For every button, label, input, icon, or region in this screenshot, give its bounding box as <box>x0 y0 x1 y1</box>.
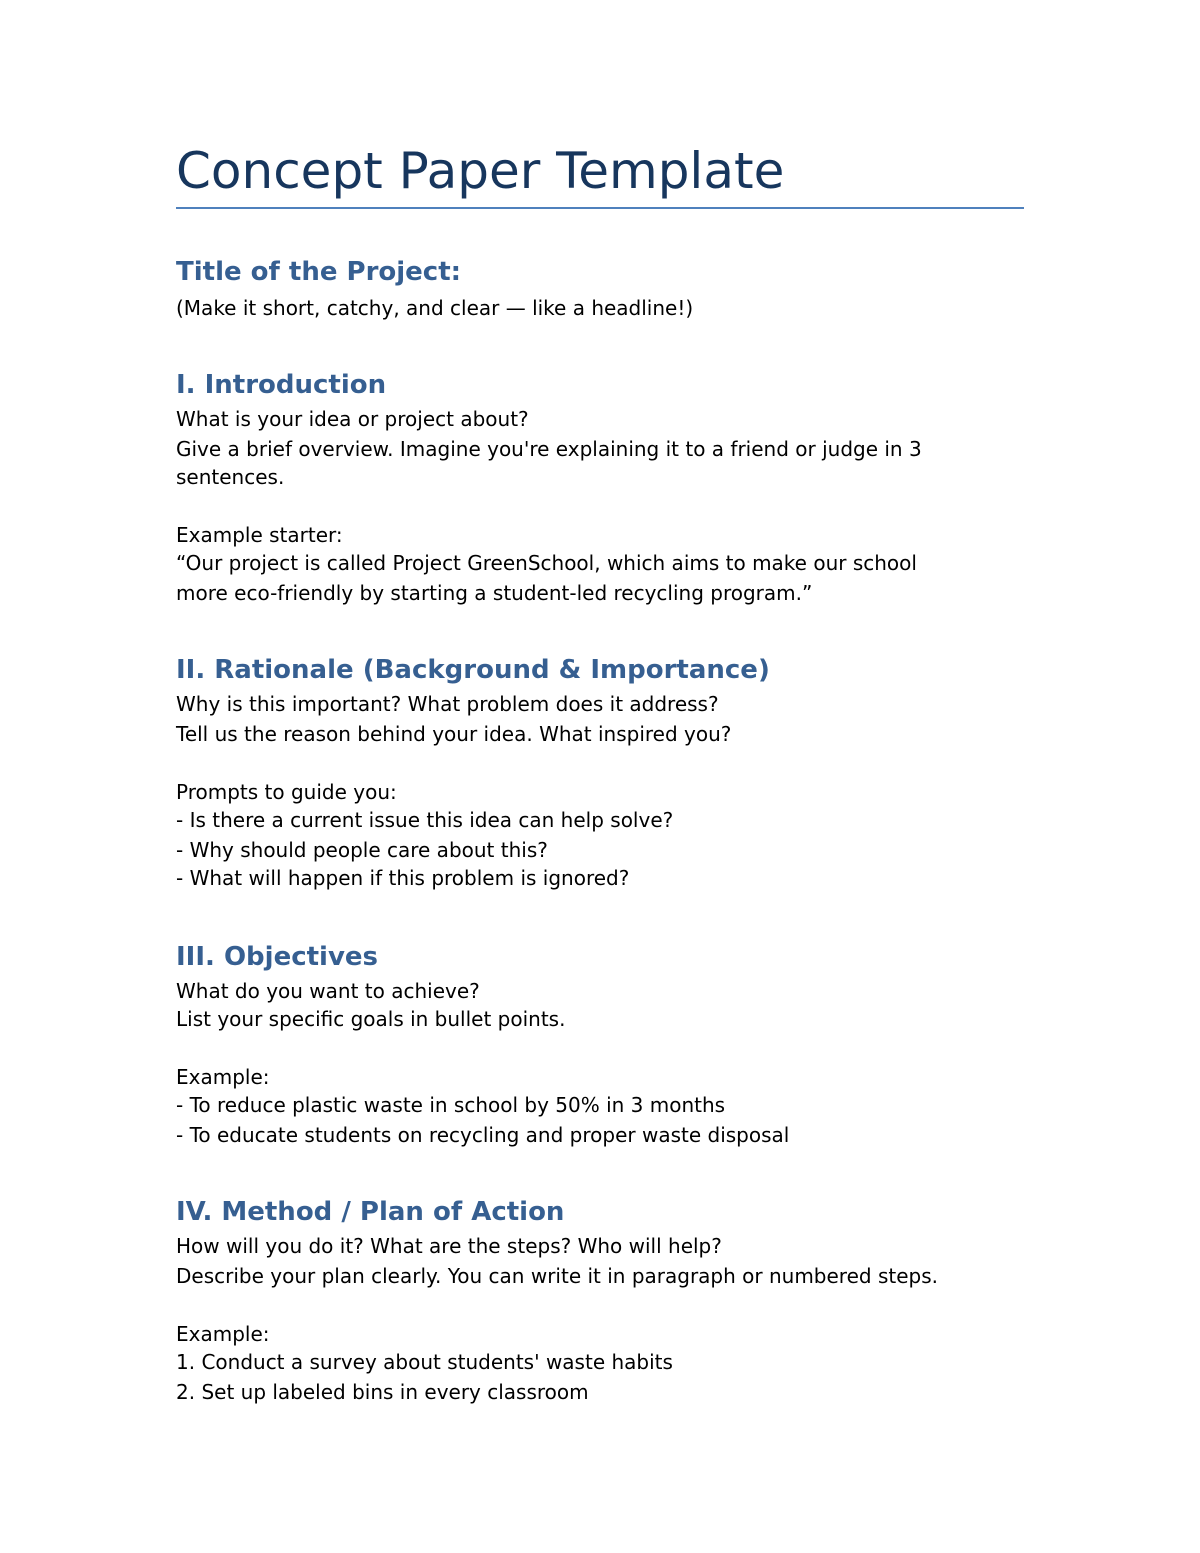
rationale-prompt-item: - What will happen if this problem is ignored? <box>176 866 630 890</box>
objectives-example-label: Example: <box>176 1065 270 1089</box>
rationale-prompt-item: - Is there a current issue this idea can help solve? <box>176 808 674 832</box>
method-line: How will you do it? What are the steps? Who will help? <box>176 1234 722 1258</box>
objectives-line: What do you want to achieve? <box>176 979 480 1003</box>
title-underline-rule <box>176 207 1024 209</box>
document-title: Concept Paper Template <box>176 142 785 200</box>
method-example-step: 2. Set up labeled bins in every classroom <box>176 1380 589 1404</box>
objectives-line: List your specific goals in bullet points. <box>176 1007 566 1031</box>
rationale-prompts-label: Prompts to guide you: <box>176 780 397 804</box>
rationale-prompt-item: - Why should people care about this? <box>176 838 548 862</box>
method-heading: IV. Method / Plan of Action <box>176 1197 565 1227</box>
introduction-line: Give a brief overview. Imagine you're explaining it to a friend or judge in 3 <box>176 437 922 461</box>
project-title-note: (Make it short, catchy, and clear — like a headline!) <box>176 296 694 320</box>
introduction-example-line: “Our project is called Project GreenSchool, which aims to make our school <box>176 551 917 575</box>
introduction-line: What is your idea or project about? <box>176 407 529 431</box>
project-title-heading: Title of the Project: <box>176 257 462 287</box>
objectives-example-item: - To reduce plastic waste in school by 50% in 3 months <box>176 1093 726 1117</box>
introduction-example-line: more eco-friendly by starting a student-led recycling program.” <box>176 581 813 605</box>
method-example-step: 1. Conduct a survey about students' waste habits <box>176 1350 673 1374</box>
method-line: Describe your plan clearly. You can write it in paragraph or numbered steps. <box>176 1264 938 1288</box>
rationale-line: Why is this important? What problem does it address? <box>176 692 719 716</box>
introduction-heading: I. Introduction <box>176 370 387 400</box>
objectives-example-item: - To educate students on recycling and proper waste disposal <box>176 1123 790 1147</box>
rationale-heading: II. Rationale (Background & Importance) <box>176 655 770 685</box>
objectives-heading: III. Objectives <box>176 942 379 972</box>
introduction-example-label: Example starter: <box>176 523 343 547</box>
rationale-line: Tell us the reason behind your idea. What inspired you? <box>176 722 732 746</box>
method-example-label: Example: <box>176 1322 270 1346</box>
introduction-line: sentences. <box>176 465 285 489</box>
